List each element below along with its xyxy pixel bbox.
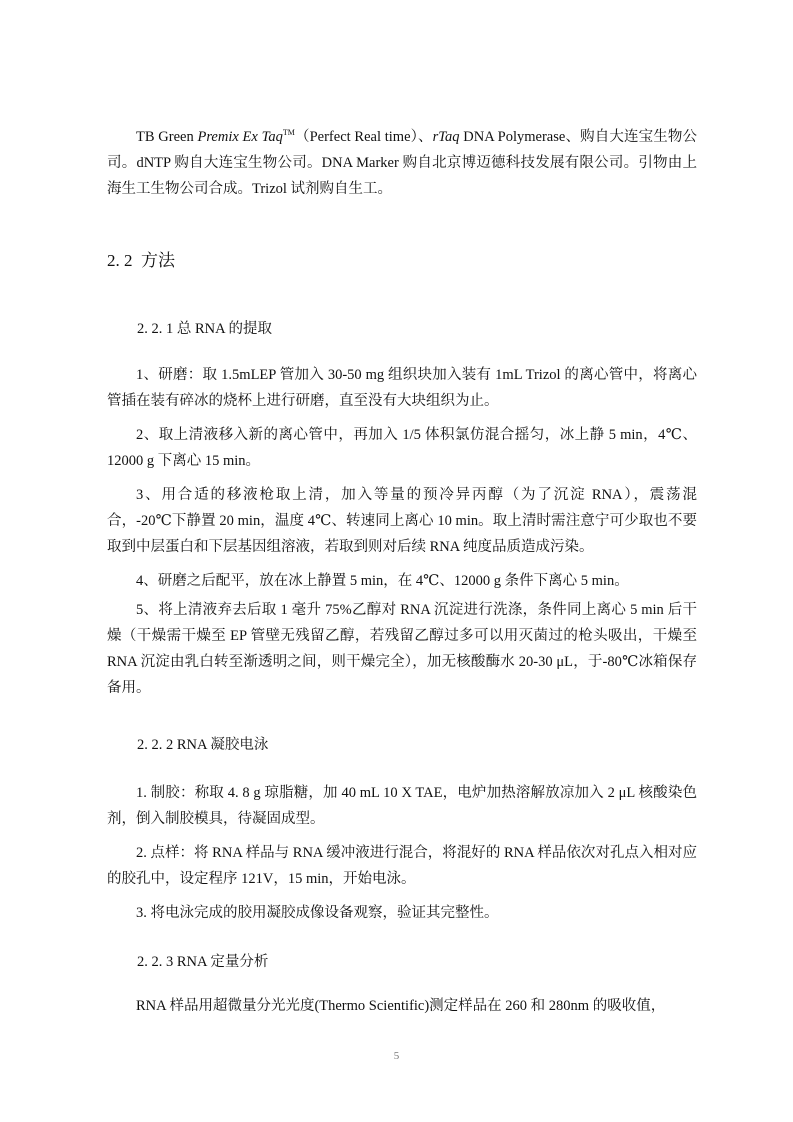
extraction-step-5: 5、将上清液弃去后取 1 毫升 75%乙醇对 RNA 沉淀进行洗涤，条件同上离心 5 min 后干燥（干燥需干燥至 EP 管壁无残留乙醇，若残留乙醇过多可以用灭菌过的枪头吸出，干燥至 RNA 沉淀由乳白转至渐透明之间，则干燥完全），加无核酸酶水 20-30 μL，于-80℃冰箱保存备用。 [107, 602, 697, 696]
subsection-heading-gel-electrophoresis: 2. 2. 2 RNA 凝胶电泳 [137, 737, 269, 753]
trademark-mark: TM [282, 128, 295, 137]
gel-step-1: 1. 制胶：称取 4. 8 g 琼脂糖，加 40 mL 10 X TAE，电炉加热溶解放凉加入 2 μL 核酸染色剂，倒入制胶模具，待凝固成型。 [107, 785, 697, 827]
section-heading-methods [107, 246, 175, 271]
extraction-step-4: 4、研磨之后配平，放在冰上静置 5 min，在 4℃、12000 g 条件下离心 5 min。 [136, 573, 629, 589]
extraction-step-2: 2、取上清液移入新的离心管中，再加入 1/5 体积氯仿混合摇匀，冰上静 5 min，4℃、12000 g 下离心 15 min。 [107, 427, 697, 469]
reagent-premix: Premix Ex Taq [197, 128, 283, 145]
gel-step-2: 2. 点样：将 RNA 样品与 RNA 缓冲液进行混合，将混好的 RNA 样品依次对孔点入相对应的胶孔中，设定程序 121V，15 min，开始电泳。 [107, 845, 697, 887]
subsection-heading-rna-extraction: 2. 2. 1 总 RNA 的提取 [137, 321, 272, 337]
reagent-tb-green: TB Green [136, 128, 198, 145]
extraction-step-1: 1、研磨：取 1.5mLEP 管加入 30-50 mg 组织块加入装有 1mL Trizol 的离心管中，将离心管插在装有碎冰的烧杯上进行研磨，直至没有大块组织为止。 [107, 367, 697, 409]
subsection-heading-rna-quantification: 2. 2. 3 RNA 定量分析 [137, 954, 269, 970]
quantification-paragraph: RNA 样品用超微量分光光度(Thermo Scientific)测定样品在 260 和 280nm 的吸收值， [136, 998, 666, 1014]
section-title: 方法 [141, 251, 175, 270]
page-number: 5 [393, 1050, 400, 1062]
extraction-step-3: 3、用合适的移液枪取上清，加入等量的预冷异丙醇（为了沉淀 RNA），震荡混合，-20℃下静置 20 min，温度 4℃、转速同上离心 10 min。取上清时需注意宁可少取也不要取到中层蛋白和下层基因组溶液，若取到则对后续 RNA 纯度品质造成污染。 [107, 487, 697, 555]
reagent-rtaq: rTaq [432, 128, 460, 145]
gel-step-3: 3. 将电泳完成的胶用凝胶成像设备观察，验证其完整性。 [136, 905, 499, 921]
section-number: 2. 2 [107, 251, 133, 270]
materials-paragraph [107, 120, 697, 202]
materials-rest-text: DNA Polymerase、购自大连宝生物公司。dNTP 购自大连宝生物公司。DNA Marker 购自北京博迈德科技发展有限公司。引物由上海生工生物公司合成。Trizol 试剂购自生工。 [107, 128, 697, 197]
reagent-perfect-real-time: （Perfect Real time）、 [294, 128, 433, 145]
